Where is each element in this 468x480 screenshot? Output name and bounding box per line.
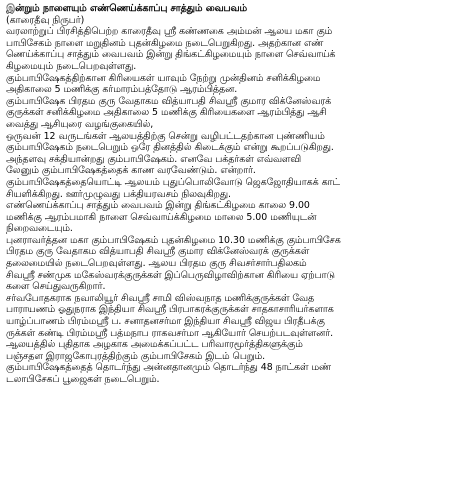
text-line: பிரதம குரு வேதாகம வித்யாபதி சிவஸ்ரீ குமார விக்னேஸ்வரக் குருக்கள் xyxy=(6,246,310,258)
text-line: யாழ்ப்பாணம் பிரம்மஸ்ரீ ப. சனாதனசர்மா இந்தியா சிவஸ்ரீ விஜய பிரதீபக்கு xyxy=(6,316,325,328)
text-line: கிழமையும் நடைபெறவுள்ளது. xyxy=(6,60,137,72)
text-line: ணெய்க்காப்பு சாத்தும் வைபவம் இன்று திங்கட்கிழமையும் நாளை செவ்வாய்க் xyxy=(6,49,336,61)
article-byline: (காரைதீவு நிருபர்) xyxy=(6,14,85,26)
text-line: தலைமையில் நடைபெறவுள்ளது. ஆலய பிரதம குரு சிவசர்சார்பதிலகம் xyxy=(6,258,307,270)
text-line: ஒருவன் 12 வருடங்கள் ஆலயத்திற்கு சென்று வழிபட்டதற்கான புண்ணியம் xyxy=(6,130,325,142)
text-line: டலாபிசேகப் பூஜைகள் நடைபெறும். xyxy=(6,374,160,385)
text-line: ருக்கள் கண்டி பிரம்மஸ்ரீ பத்மநாப ராகவசர்மா ஆகியோர் செயற்படவுள்ளனர். xyxy=(6,327,334,339)
text-line: பாபிசேகம் நாளை மறுதினம் புதன்கிழமை நடைபெறுகிறது. அதற்கான எண் xyxy=(6,37,324,49)
text-line: ஆலயத்தில் புதிதாக அழகாக அமைக்கப்பட்ட பரிவாரமூர்த்திகளுக்கும் xyxy=(6,339,303,351)
text-line: அந்தளவு சக்தியான்றது கும்பாபிஷேகம். எனவே பக்தர்கள் எவ்வளவி xyxy=(6,153,302,165)
text-line: அதிகாலை 5 மணிக்கு கர்மாரம்பத்தோடு ஆரம்பித்தன. xyxy=(6,84,238,96)
text-line: கும்பாபிஷேகத்திற்கான கிரியைகள் யாவும் நேற்று முன்தினம் சனிக்கிழமை xyxy=(6,72,321,84)
text-line: கும்பாபிஷேக பிரதம குரு வேதாகம வித்யாபதி சிவஸ்ரீ குமார விக்னேஸ்வரக் xyxy=(6,95,332,107)
paragraph-consecration xyxy=(6,235,465,293)
text-line: சர்வபோதகராக நவாலியூர் சிவஸ்ரீ சாமி விஸ்வநாத மணிக்குருக்கள் வேத xyxy=(6,292,315,304)
text-line: வைத்து ஆசியுரை வழங்குகையில், xyxy=(6,118,154,130)
paragraph-intro xyxy=(6,26,465,72)
text-line: கும்பாபிஷேகம் நடைபெறும் ஒரே தினத்தில் கிடைக்கும் என்று கூறப்படுகிறது. xyxy=(6,142,334,154)
text-line: கும்பாபிஷேகத்தைத் தொடர்ந்து அன்னதானமும் தொடர்ந்து 48 நாட்கள் மண் xyxy=(6,362,331,374)
text-line: மணிக்கு ஆரம்பமாகி நாளை செவ்வாய்க்கிழமை மாலை 5.00 மணியுடன் xyxy=(6,211,317,223)
paragraph-priests xyxy=(6,293,465,386)
text-line: எண்ணெய்க்காப்பு சாத்தும் வைபவம் இன்று திங்கட்கிழமை காலை 9.00 xyxy=(6,200,310,212)
text-line: லேனும் கும்பாபிஷேகத்தைக் காண வரவேண்டும். என்றார். xyxy=(6,165,256,177)
text-line: சிவஸ்ரீ சண்முக மகேஸ்வரக்குருக்கள் இப்பெருவிழாவிற்கான கிரியை ஏற்பாடு xyxy=(6,269,335,281)
text-line: நிறைவடையும். xyxy=(6,223,73,235)
text-line: குருக்கள் சனிக்கிழமை அதிகாலை 5 மணிக்கு கிரியைகளை ஆரம்பித்து ஆசி xyxy=(6,107,327,119)
paragraph-rituals xyxy=(6,73,465,235)
text-line: வரலாற்றுப் பிரசித்திபெற்ற காரைதீவு ஸ்ரீ கண்ணகை அம்மன் ஆலய மகா கும் xyxy=(6,26,333,38)
text-line: புனராவர்த்தன மகா கும்பாபிஷேகம் புதன்கிழமை 10.30 மணிக்கு கும்பாபிசேக xyxy=(6,234,341,246)
text-line: சியளிக்கிறது. ஊர்முழுவது பக்தியரவசம் நிலவுகிறது. xyxy=(6,188,232,200)
text-line: பாராயணம் ஓதுநராக இந்தியா சிவஸ்ரீ பிரபாகரக்குருக்கள் சாதகாசாரியர்களாக xyxy=(6,304,334,316)
article-headline: இன்றும் நாளையும் எண்ணெய்க்காப்பு சாத்தும் வைபவம் xyxy=(6,3,248,14)
text-line: பஞ்சதள இராஜகோபுரத்திற்கும் கும்பாபிசேகம் இடம் பெறும். xyxy=(6,350,266,362)
text-line: கும்பாபிஷேகத்தையொட்டி ஆலயம் புதுப்பொலிவோடு ஜெகஜோதியாகக் காட் xyxy=(6,176,340,188)
text-line: களை செய்துவருகிறார். xyxy=(6,281,106,293)
